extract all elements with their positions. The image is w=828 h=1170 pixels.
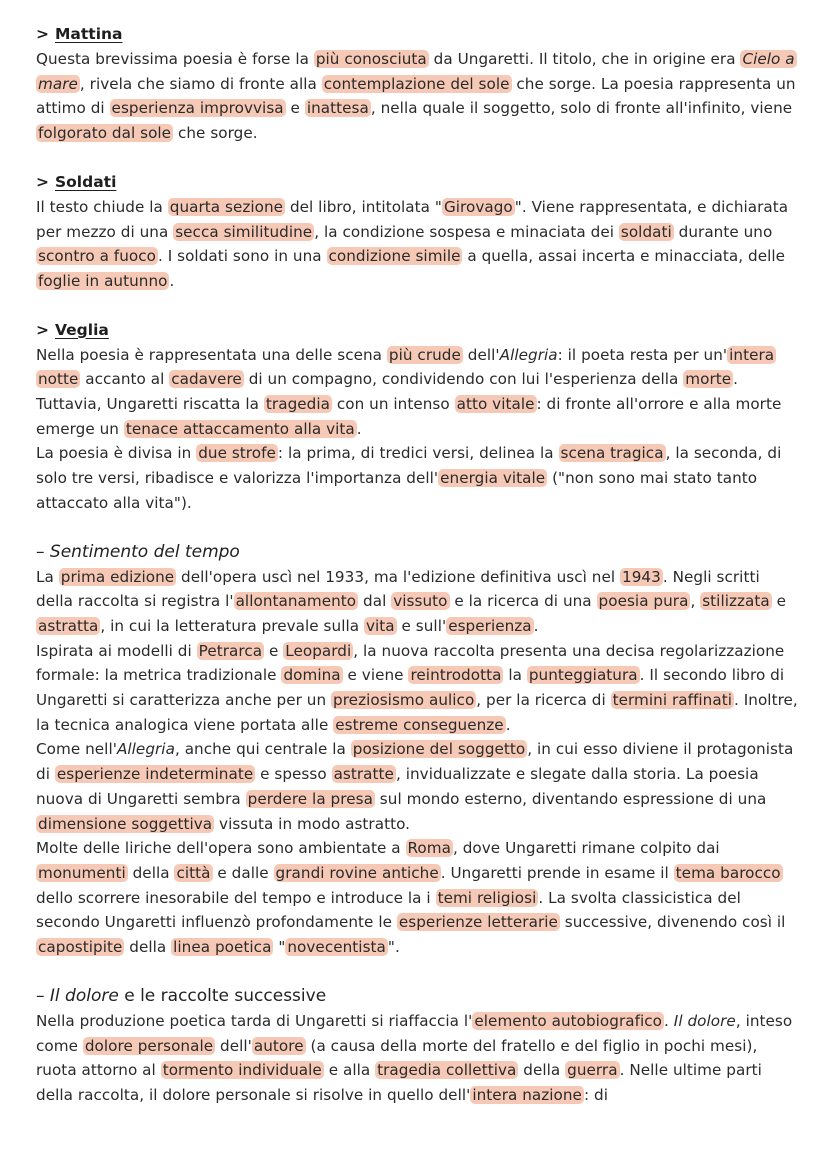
highlighted-term: termini raffinati xyxy=(612,691,732,710)
highlighted-term: capostipite xyxy=(38,938,123,957)
highlighted-term: due strofe xyxy=(198,444,276,463)
text-segment: Molte delle liriche dell'opera sono ambientate a xyxy=(36,839,406,858)
section-body xyxy=(36,195,798,294)
section-sentimento-del-tempo xyxy=(36,540,798,960)
heading-label: Soldati xyxy=(55,172,117,191)
highlighted-term: folgorato dal sole xyxy=(38,124,172,143)
text-segment: e dalle xyxy=(212,863,274,882)
text-segment: e viene xyxy=(342,666,409,685)
text-segment: che sorge. xyxy=(173,124,258,143)
text-segment: , la condizione sospesa e minaciata dei xyxy=(314,222,619,241)
paragraph xyxy=(36,737,798,836)
highlighted-term: esperienza xyxy=(448,616,532,635)
text-segment: ". Viene rappresentata, e dichiarata per mezzo di una xyxy=(36,197,789,241)
text-segment: Nella produzione poetica tarda di Ungaretti si riaffaccia l' xyxy=(36,1011,473,1030)
section-heading xyxy=(36,170,798,195)
highlighted-term: morte xyxy=(685,370,732,389)
highlighted-term: più conosciuta xyxy=(315,50,427,68)
highlighted-term: Leopardi xyxy=(285,641,352,660)
highlighted-term: vita xyxy=(365,616,395,635)
subsection-heading xyxy=(36,540,798,565)
text-segment: a quella, assai incerta e minacciata, delle xyxy=(462,247,786,266)
italic-title: Il dolore xyxy=(673,1011,736,1030)
arrow-icon: > xyxy=(36,320,49,339)
highlighted-term: foglie in autunno xyxy=(38,271,168,290)
section-mattina xyxy=(36,22,798,146)
text-segment: , invidualizzate e slegate dalla storia. La poesia nuova di Ungaretti sembra xyxy=(36,765,759,808)
dash-prefix: – xyxy=(36,985,50,1006)
highlighted-term: esperienza improvvisa xyxy=(111,99,284,118)
text-segment: che sorge. La poesia rappresenta un attimo di xyxy=(36,74,796,118)
highlighted-term: dolore personale xyxy=(84,1036,214,1055)
text-segment: del libro, intitolata " xyxy=(285,197,442,216)
text-segment: Il testo chiude la xyxy=(36,197,168,216)
highlighted-term: estreme conseguenze xyxy=(335,715,504,734)
highlighted-term: posizione del soggetto xyxy=(352,740,526,759)
heading-label: Il dolore xyxy=(49,985,119,1006)
paragraph xyxy=(36,1009,798,1108)
highlighted-term: astratta xyxy=(38,616,99,635)
text-segment: , dove Ungaretti rimane colpito dai xyxy=(452,839,720,858)
text-segment: e spesso xyxy=(255,765,332,784)
text-segment: dal xyxy=(358,592,392,611)
highlighted-term: punteggiatura xyxy=(528,666,638,685)
text-segment: , in cui la letteratura prevale sulla xyxy=(100,616,364,635)
highlighted-term: astratte xyxy=(333,765,394,784)
highlighted-term: linea poetica xyxy=(173,938,272,957)
section-heading xyxy=(36,22,798,47)
text-segment: sul mondo esterno, diventando espressione di una xyxy=(374,789,767,808)
highlighted-term: scena tragica xyxy=(560,444,664,463)
text-segment: . Nelle ultime parti della raccolta, il dolore personale si risolve in quello dell' xyxy=(36,1061,762,1104)
text-segment: da Ungaretti. Il titolo, che in origine era xyxy=(428,50,741,68)
highlighted-term: più crude xyxy=(388,345,461,364)
text-segment: , xyxy=(690,592,701,611)
text-segment: : di xyxy=(583,1085,608,1104)
section-veglia xyxy=(36,318,798,516)
text-segment: (a causa della morte del fratello e del figlio in pochi mesi), ruota attorno al xyxy=(36,1036,758,1080)
highlighted-term: preziosismo aulico xyxy=(333,691,475,710)
text-segment: con un intenso xyxy=(331,395,455,414)
text-segment: . Tuttavia, Ungaretti riscatta la xyxy=(36,370,739,414)
paragraph xyxy=(36,343,798,442)
highlighted-term: intera notte xyxy=(38,345,775,389)
text-segment: , nella quale il soggetto, solo di fronte all'infinito, viene xyxy=(370,99,793,118)
text-segment: di un compagno, condividendo con lui l'esperienza della xyxy=(243,370,684,389)
highlighted-term: soldati xyxy=(620,222,672,241)
text-segment: dell' xyxy=(462,345,500,364)
text-segment: accanto al xyxy=(80,370,170,389)
text-segment: dell' xyxy=(215,1036,252,1055)
highlighted-term: perdere la presa xyxy=(247,789,373,808)
highlighted-term: autore xyxy=(253,1036,304,1055)
highlighted-term: esperienze indeterminate xyxy=(56,765,254,784)
text-segment: . La svolta classicistica del secondo Ungaretti influenzò profondamente le xyxy=(36,888,741,932)
highlighted-term: quarta sezione xyxy=(169,197,284,216)
italic-title: Allegria xyxy=(499,345,558,364)
heading-suffix: e le raccolte successive xyxy=(118,985,327,1006)
text-segment: dell'opera uscì nel 1933, ma l'edizione definitiva uscì nel xyxy=(176,567,620,586)
text-segment: durante uno xyxy=(673,222,773,241)
text-segment: La poesia è divisa in xyxy=(36,444,197,463)
section-body xyxy=(36,47,798,146)
section-body xyxy=(36,1009,798,1108)
highlighted-term: stilizzata xyxy=(702,592,770,611)
text-segment: . xyxy=(356,419,362,438)
heading-label: Veglia xyxy=(55,320,109,339)
paragraph xyxy=(36,441,798,515)
paragraph xyxy=(36,836,798,960)
text-segment: : la prima, di tredici versi, delinea la xyxy=(277,444,559,463)
section-body xyxy=(36,343,798,516)
highlighted-term: cadavere xyxy=(171,370,242,389)
heading-label: Sentimento del tempo xyxy=(49,541,240,562)
text-segment: , la seconda, di solo tre versi, ribadisce e valorizza l'importanza dell' xyxy=(36,444,782,488)
text-segment: della xyxy=(127,863,175,882)
highlighted-term: novecentista xyxy=(287,938,386,957)
highlighted-term: tenace attaccamento alla vita xyxy=(125,419,355,438)
text-segment: , inteso come xyxy=(36,1011,793,1055)
highlighted-term: temi religiosi xyxy=(437,888,537,907)
highlighted-term: Girovago xyxy=(443,197,513,216)
highlighted-term: scontro a fuoco xyxy=(38,247,156,266)
highlighted-term: Petrarca xyxy=(198,641,263,660)
text-segment: . xyxy=(169,271,175,290)
text-segment: . Negli scritti della raccolta si registra l' xyxy=(36,567,760,611)
text-segment: e la ricerca di una xyxy=(449,592,597,611)
highlighted-term: grandi rovine antiche xyxy=(275,863,439,882)
text-segment: e sull' xyxy=(396,616,447,635)
highlighted-term: prima edizione xyxy=(60,567,175,586)
highlighted-term: monumenti xyxy=(38,863,126,882)
highlighted-term: elemento autobiografico xyxy=(474,1011,663,1030)
highlighted-term: atto vitale xyxy=(456,395,535,414)
text-segment: , per la ricerca di xyxy=(476,691,611,710)
dash-prefix: – xyxy=(36,541,50,562)
highlighted-term: 1943 xyxy=(621,567,661,586)
text-segment: . I soldati sono in una xyxy=(157,247,327,266)
highlighted-term: guerra xyxy=(567,1061,618,1080)
highlighted-term: condizione simile xyxy=(328,247,461,266)
highlighted-term: energia vitale xyxy=(440,469,546,488)
heading-label: Mattina xyxy=(55,25,123,43)
highlighted-term: Roma xyxy=(407,839,451,858)
text-segment: , anche qui centrale la xyxy=(174,740,351,759)
text-segment: : il poeta resta per un' xyxy=(557,345,728,364)
highlighted-term: vissuto xyxy=(393,592,448,611)
text-segment: dello scorrere inesorabile del tempo e introduce la i xyxy=(36,888,436,907)
text-segment: Ispirata ai modelli di xyxy=(36,641,197,660)
text-segment: : di fronte all'orrore e alla morte emerge un xyxy=(36,395,782,438)
text-segment: Questa brevissima poesia è forse la xyxy=(36,50,314,68)
text-segment: la xyxy=(503,666,527,685)
section-il-dolore xyxy=(36,984,798,1108)
text-segment: . Il secondo libro di Ungaretti si caratterizza anche per un xyxy=(36,666,785,710)
text-segment: . xyxy=(664,1011,674,1030)
text-segment: e xyxy=(264,641,284,660)
section-body xyxy=(36,565,798,960)
text-segment: vissuta in modo astratto. xyxy=(214,814,411,833)
arrow-icon: > xyxy=(36,172,49,191)
paragraph xyxy=(36,47,798,146)
text-segment: , in cui esso diviene il protagonista di xyxy=(36,740,794,784)
paragraph xyxy=(36,639,798,738)
text-segment: della xyxy=(518,1061,566,1080)
text-segment: Come nell' xyxy=(36,740,117,759)
text-segment: successive, divenendo così il xyxy=(559,913,786,932)
text-segment: della xyxy=(124,938,172,957)
text-segment: e xyxy=(771,592,787,611)
italic-title: Allegria xyxy=(116,740,175,759)
highlighted-term: Cielo a mare xyxy=(38,50,795,93)
highlighted-term: poesia pura xyxy=(598,592,689,611)
highlighted-term: tormento individuale xyxy=(162,1061,322,1080)
text-segment: La xyxy=(36,567,59,586)
highlighted-term: tema barocco xyxy=(675,863,781,882)
highlighted-term: contemplazione del sole xyxy=(323,74,510,93)
subsection-heading xyxy=(36,984,798,1009)
highlighted-term: dimensione soggettiva xyxy=(38,814,213,833)
text-segment: , rivela che siamo di fronte alla xyxy=(79,74,322,93)
text-segment: ". xyxy=(387,938,400,957)
text-segment: e xyxy=(285,99,305,118)
text-segment: . xyxy=(505,715,511,734)
text-segment: e alla xyxy=(323,1061,376,1080)
highlighted-term: domina xyxy=(283,666,341,685)
highlighted-term: inattesa xyxy=(306,99,369,118)
section-heading xyxy=(36,318,798,343)
paragraph xyxy=(36,565,798,639)
highlighted-term: tragedia collettiva xyxy=(377,1061,517,1080)
highlighted-term: esperienze letterarie xyxy=(398,913,558,932)
text-segment: , la nuova raccolta presenta una decisa regolarizzazione formale: la metrica tradizionale xyxy=(36,641,785,685)
section-soldati xyxy=(36,170,798,294)
highlighted-term: allontanamento xyxy=(235,592,357,611)
arrow-icon: > xyxy=(36,25,49,43)
paragraph xyxy=(36,195,798,294)
highlighted-term: città xyxy=(176,863,211,882)
text-segment: . xyxy=(533,616,539,635)
text-segment: . Inoltre, la tecnica analogica viene portata alle xyxy=(36,691,798,734)
text-segment: . Ungaretti prende in esame il xyxy=(440,863,674,882)
text-segment: ("non sono mai stato tanto attaccato alla vita"). xyxy=(36,469,758,512)
highlighted-term: reintrodotta xyxy=(410,666,502,685)
text-segment: " xyxy=(273,938,286,957)
highlighted-term: tragedia xyxy=(265,395,330,414)
highlighted-term: intera nazione xyxy=(472,1085,582,1104)
highlighted-term: secca similitudine xyxy=(175,222,313,241)
text-segment: Nella poesia è rappresentata una delle scena xyxy=(36,345,387,364)
